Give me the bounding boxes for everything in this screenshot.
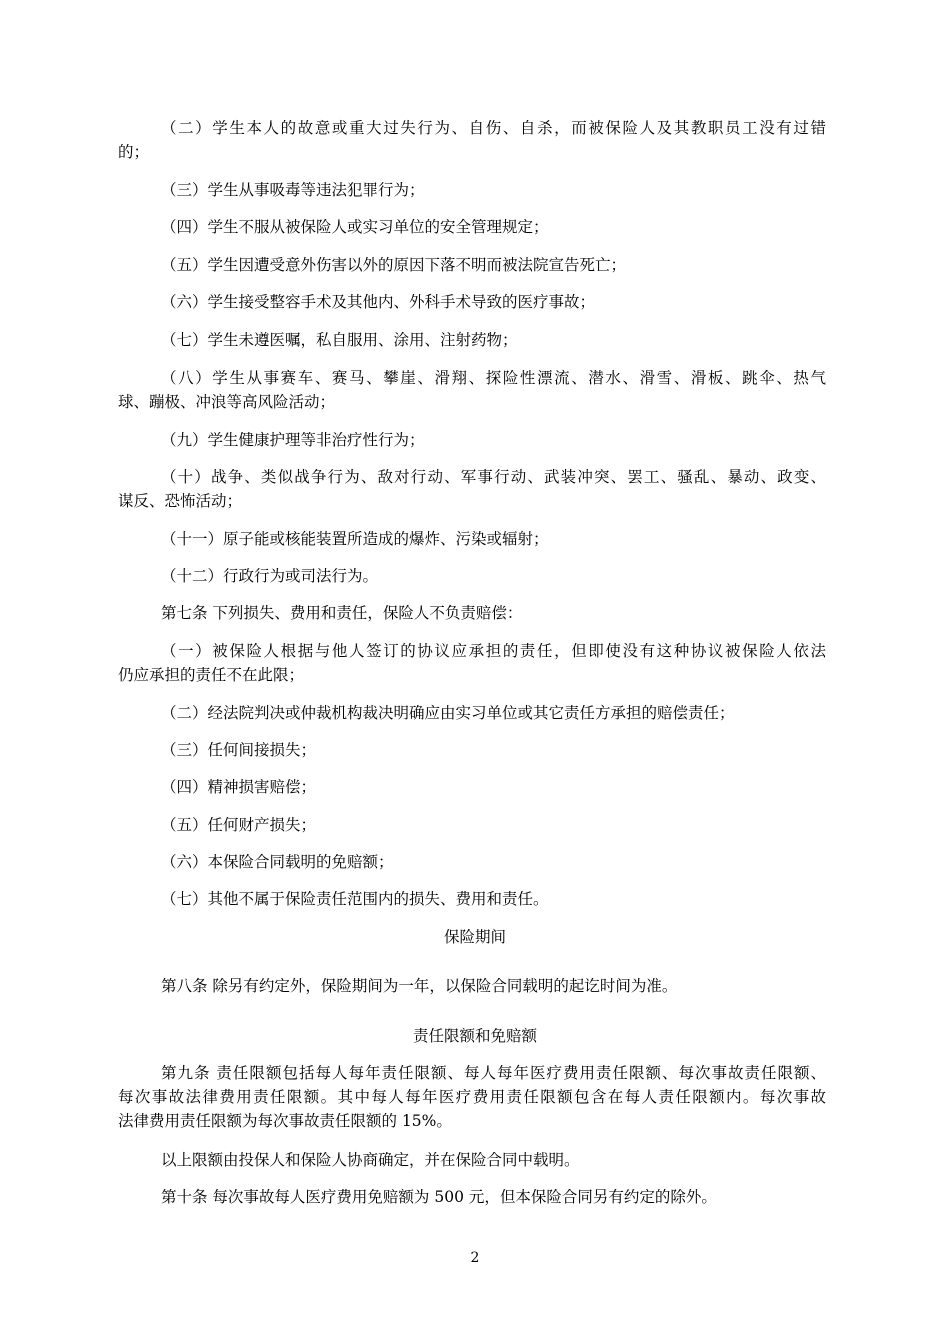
section-heading-period: 保险期间 (443, 928, 506, 946)
page-number: 2 (470, 1250, 480, 1266)
exclusion-item-12: （十二）行政行为或司法行为。 (161, 567, 379, 585)
exclusion-item-2-line2: 的； (118, 143, 150, 161)
article-10: 第十条 每次事故每人医疗费用免赔额为 500 元，但本保险合同另有约定的除外。 (161, 1188, 717, 1206)
exclusion-item-3: （三）学生从事吸毒等违法犯罪行为； (161, 181, 425, 199)
exclusion-item-4: （四）学生不服从被保险人或实习单位的安全管理规定； (161, 218, 549, 236)
exclusion-item-6: （六）学生接受整容手术及其他内、外科手术导致的医疗事故； (161, 293, 596, 311)
exclusion-item-9: （九）学生健康护理等非治疗性行为； (161, 431, 425, 449)
article-7-title: 第七条 下列损失、费用和责任，保险人不负责赔偿： (161, 604, 523, 622)
exclusion-item-11: （十一）原子能或核能装置所造成的爆炸、污染或辐射； (161, 530, 549, 548)
article-8: 第八条 除另有约定外，保险期间为一年，以保险合同载明的起讫时间为准。 (161, 977, 678, 995)
article-7-item-2: （二）经法院判决或仲裁机构裁决明确应由实习单位或其它责任方承担的赔偿责任； (161, 704, 735, 722)
article-7-item-1-line1: （一）被保险人根据与他人签订的协议应承担的责任，但即使没有这种协议被保险人依法 (161, 642, 826, 660)
exclusion-item-5: （五）学生因遭受意外伤害以外的原因下落不明而被法院宣告死亡； (161, 256, 627, 274)
article-7-item-3: （三）任何间接损失； (161, 741, 317, 759)
article-7-item-6: （六）本保险合同载明的免赔额； (161, 853, 394, 871)
exclusion-item-8-line1: （八）学生从事赛车、赛马、攀崖、滑翔、探险性漂流、潜水、滑雪、滑板、跳伞、热气 (161, 369, 826, 387)
exclusion-item-8-line2: 球、蹦极、冲浪等高风险活动； (118, 393, 336, 411)
section-heading-limits: 责任限额和免赔额 (412, 1027, 537, 1045)
exclusion-item-7: （七）学生未遵医嘱，私自服用、涂用、注射药物； (161, 331, 518, 349)
article-7-item-1-line2: 仍应承担的责任不在此限； (118, 666, 305, 684)
exclusion-item-2-line1: （二）学生本人的故意或重大过失行为、自伤、自杀，而被保险人及其教职员工没有过错 (161, 119, 826, 137)
exclusion-item-10-line1: （十）战争、类似战争行为、敌对行动、军事行动、武装冲突、罢工、骚乱、暴动、政变、 (161, 468, 826, 486)
article-7-item-4: （四）精神损害赔偿； (161, 778, 317, 796)
article-7-item-5: （五）任何财产损失； (161, 816, 317, 834)
article-9-line2: 每次事故法律费用责任限额。其中每人每年医疗费用责任限额包含在每人责任限额内。每次事故 (118, 1088, 826, 1106)
article-9-line3: 法律费用责任限额为每次事故责任限额的 15%。 (118, 1112, 452, 1130)
limits-agreement-paragraph: 以上限额由投保人和保险人协商确定，并在保险合同中载明。 (161, 1151, 580, 1169)
exclusion-item-10-line2: 谋反、恐怖活动； (118, 492, 243, 510)
article-7-item-7: （七）其他不属于保险责任范围内的损失、费用和责任。 (161, 890, 549, 908)
article-9-line1: 第九条 责任限额包括每人每年责任限额、每人每年医疗费用责任限额、每次事故责任限额、 (161, 1064, 826, 1082)
